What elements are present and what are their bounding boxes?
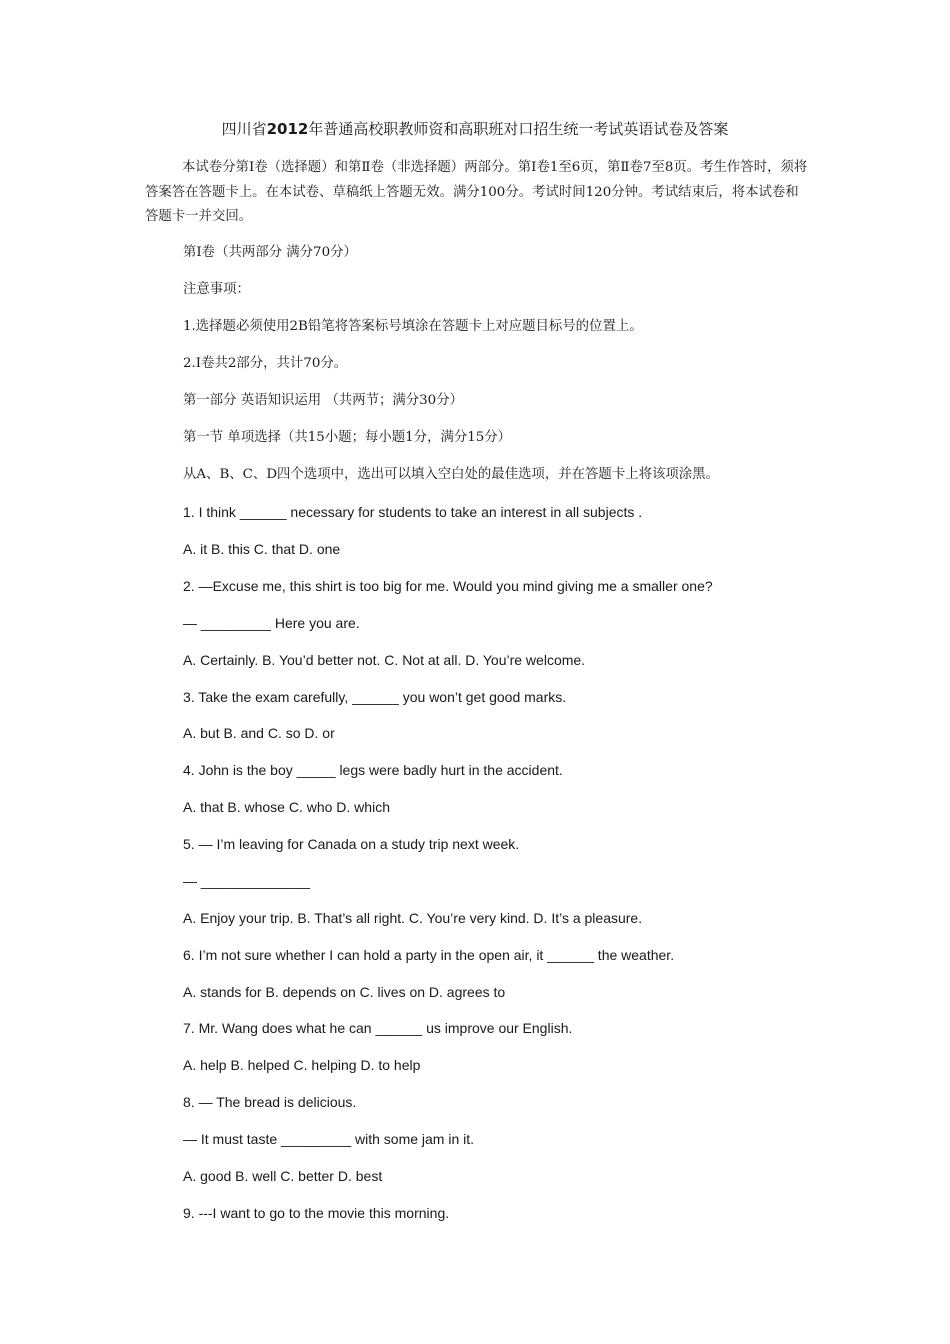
question-line: 2. —Excuse me, this shirt is too big for me. Would you mind giving me a smaller one? [183, 578, 713, 594]
notice-title: 注意事项： [183, 282, 250, 297]
question-line: A. Certainly. B. You’d better not. C. Not at all. D. You’re welcome. [183, 652, 586, 668]
question-line: 3. Take the exam carefully, ______ you won’t get good marks. [183, 689, 567, 705]
notice-item-1: 1.选择题必须使用2B铅笔将答案标号填涂在答题卡上对应题目标号的位置上。 [183, 319, 643, 334]
section-header: 第Ⅰ卷（共两部分 满分70分） [183, 245, 357, 260]
question-line: A. Enjoy your trip. B. That’s all right. C. You’re very kind. D. It’s a pleasure. [183, 910, 643, 926]
document-title [0, 118, 950, 140]
question-line: 4. John is the boy _____ legs were badly hurt in the accident. [183, 762, 563, 778]
question-line: 9. ---I want to go to the movie this morning. [183, 1205, 450, 1221]
instructions: 从A、B、C、D四个选项中，选出可以填入空白处的最佳选项，并在答题卡上将该项涂黑。 [183, 467, 719, 482]
intro-paragraph: 本试卷分第Ⅰ卷（选择题）和第Ⅱ卷（非选择题）两部分。第Ⅰ卷1至6页，第Ⅱ卷7至8页。考生作答时，须将答案答在答题卡上。在本试卷、草稿纸上答题无效。满分100分。考试时间120分钟。考试结束后，将本试卷和答题卡一并交回。 [145, 160, 808, 224]
notice-item-2: 2.Ⅰ卷共2部分，共计70分。 [183, 356, 348, 371]
question-line: — ______________ [183, 873, 310, 889]
question-line: A. stands for B. depends on C. lives on D. agrees to [183, 984, 506, 1000]
question-line: 5. — I’m leaving for Canada on a study trip next week. [183, 836, 520, 852]
question-line: A. it B. this C. that D. one [183, 541, 341, 557]
section-heading: 第一节 单项选择（共15小题；每小题1分，满分15分） [183, 430, 512, 445]
question-line: 8. — The bread is delicious. [183, 1094, 357, 1110]
title-prefix: 四川省 [221, 120, 267, 138]
title-year: 2012 [266, 120, 309, 138]
question-line: A. that B. whose C. who D. which [183, 799, 390, 815]
question-line: A. help B. helped C. helping D. to help [183, 1057, 421, 1073]
question-line: 1. I think ______ necessary for students to take an interest in all subjects . [183, 504, 643, 520]
question-line: — It must taste _________ with some jam in it. [183, 1131, 475, 1147]
question-line: — _________ Here you are. [183, 615, 360, 631]
question-line: 6. I’m not sure whether I can hold a party in the open air, it ______ the weather. [183, 947, 675, 963]
question-line: 7. Mr. Wang does what he can ______ us improve our English. [183, 1020, 573, 1036]
question-line: A. but B. and C. so D. or [183, 725, 335, 741]
part-heading: 第一部分 英语知识运用 （共两节；满分30分） [183, 393, 463, 408]
question-line: A. good B. well C. better D. best [183, 1168, 383, 1184]
title-suffix: 年普通高校职教师资和高职班对口招生统一考试英语试卷及答案 [308, 120, 729, 138]
